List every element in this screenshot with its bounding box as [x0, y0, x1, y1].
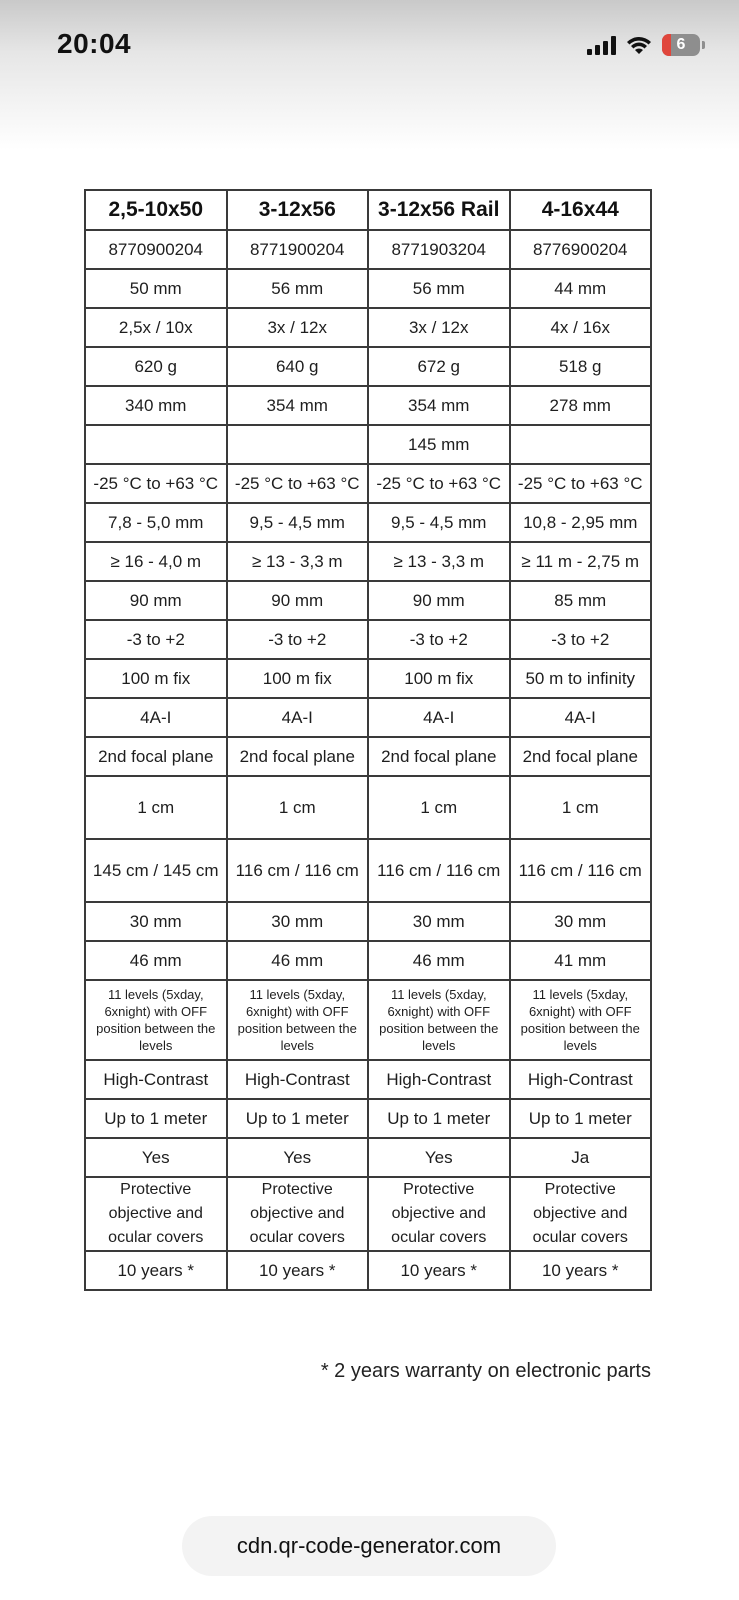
warranty-footnote: * 2 years warranty on electronic parts: [320, 1360, 651, 1382]
table-cell: 10 years *: [227, 1251, 369, 1290]
table-cell: 4A-I: [368, 698, 510, 737]
table-row: [85, 980, 651, 1060]
table-cell: [510, 425, 652, 464]
table-cell: -3 to +2: [368, 620, 510, 659]
table-cell: ≥ 11 m - 2,75 m: [510, 542, 652, 581]
table-cell: 354 mm: [227, 386, 369, 425]
table-cell: 9,5 - 4,5 mm: [368, 503, 510, 542]
table-cell: High-Contrast: [368, 1060, 510, 1099]
table-cell: ≥ 13 - 3,3 m: [368, 542, 510, 581]
cellular-signal-icon: [587, 35, 616, 55]
table-cell: -3 to +2: [227, 620, 369, 659]
table-cell: Yes: [227, 1138, 369, 1177]
table-cell: 30 mm: [85, 902, 227, 941]
table-row: [85, 839, 651, 902]
table-cell: 1 cm: [85, 776, 227, 839]
address-bar[interactable]: [182, 1516, 556, 1576]
table-row: [85, 230, 651, 269]
table-cell: 8770900204: [85, 230, 227, 269]
table-row: [85, 1060, 651, 1099]
table-cell: 11 levels (5xday, 6xnight) with OFF position between the levels: [85, 980, 227, 1060]
table-cell: 2nd focal plane: [85, 737, 227, 776]
table-cell: 8771903204: [368, 230, 510, 269]
table-cell: 116 cm / 116 cm: [227, 839, 369, 902]
table-cell: 2nd focal plane: [227, 737, 369, 776]
table-cell: Up to 1 meter: [227, 1099, 369, 1138]
battery-cap: [702, 41, 705, 49]
table-cell: 116 cm / 116 cm: [510, 839, 652, 902]
table-cell: 46 mm: [227, 941, 369, 980]
table-cell: 56 mm: [368, 269, 510, 308]
table-cell: -25 °C to +63 °C: [85, 464, 227, 503]
table-cell: Ja: [510, 1138, 652, 1177]
table-cell: 278 mm: [510, 386, 652, 425]
table-cell: 90 mm: [227, 581, 369, 620]
table-row: [85, 542, 651, 581]
table-cell: 8776900204: [510, 230, 652, 269]
table-cell: 518 g: [510, 347, 652, 386]
battery-level: 6: [676, 36, 686, 53]
column-header: 3-12x56: [227, 190, 369, 230]
table-cell: [227, 425, 369, 464]
table-cell: Protective objective and ocular covers: [368, 1177, 510, 1251]
battery-icon: [662, 34, 700, 56]
table-cell: Up to 1 meter: [85, 1099, 227, 1138]
table-cell: 50 m to infinity: [510, 659, 652, 698]
table-cell: 10 years *: [510, 1251, 652, 1290]
table-row: [85, 1138, 651, 1177]
wifi-icon: [626, 35, 652, 55]
table-cell: 672 g: [368, 347, 510, 386]
table-cell: 100 m fix: [227, 659, 369, 698]
column-header: 4-16x44: [510, 190, 652, 230]
table-cell: ≥ 13 - 3,3 m: [227, 542, 369, 581]
table-row: [85, 386, 651, 425]
table-cell: Up to 1 meter: [510, 1099, 652, 1138]
table-cell: 10,8 - 2,95 mm: [510, 503, 652, 542]
table-row: [85, 1177, 651, 1251]
spec-table-header: [85, 190, 651, 230]
table-cell: 11 levels (5xday, 6xnight) with OFF position between the levels: [510, 980, 652, 1060]
status-time: 20:04: [57, 28, 132, 59]
table-cell: -25 °C to +63 °C: [510, 464, 652, 503]
table-cell: 340 mm: [85, 386, 227, 425]
table-cell: 11 levels (5xday, 6xnight) with OFF position between the levels: [227, 980, 369, 1060]
table-cell: 46 mm: [85, 941, 227, 980]
table-cell: 4A-I: [227, 698, 369, 737]
table-cell: 9,5 - 4,5 mm: [227, 503, 369, 542]
table-row: [85, 776, 651, 839]
table-cell: 4A-I: [85, 698, 227, 737]
table-cell: [85, 425, 227, 464]
table-cell: -3 to +2: [510, 620, 652, 659]
table-cell: 44 mm: [510, 269, 652, 308]
table-cell: Yes: [368, 1138, 510, 1177]
table-cell: 116 cm / 116 cm: [368, 839, 510, 902]
table-cell: 4x / 16x: [510, 308, 652, 347]
address-url: cdn.qr-code-generator.com: [236, 1533, 502, 1558]
table-cell: -3 to +2: [85, 620, 227, 659]
table-row: [85, 425, 651, 464]
table-cell: 354 mm: [368, 386, 510, 425]
table-row: [85, 737, 651, 776]
table-cell: 30 mm: [510, 902, 652, 941]
table-row: [85, 902, 651, 941]
table-cell: 30 mm: [227, 902, 369, 941]
table-cell: 4A-I: [510, 698, 652, 737]
table-cell: 3x / 12x: [227, 308, 369, 347]
table-cell: 50 mm: [85, 269, 227, 308]
table-row: [85, 347, 651, 386]
table-cell: High-Contrast: [85, 1060, 227, 1099]
table-cell: 640 g: [227, 347, 369, 386]
table-cell: 100 m fix: [368, 659, 510, 698]
table-cell: 90 mm: [85, 581, 227, 620]
table-cell: 3x / 12x: [368, 308, 510, 347]
table-row: [85, 269, 651, 308]
table-cell: ≥ 16 - 4,0 m: [85, 542, 227, 581]
table-cell: Protective objective and ocular covers: [227, 1177, 369, 1251]
table-cell: 11 levels (5xday, 6xnight) with OFF position between the levels: [368, 980, 510, 1060]
table-cell: Protective objective and ocular covers: [85, 1177, 227, 1251]
table-cell: Up to 1 meter: [368, 1099, 510, 1138]
table-row: [85, 464, 651, 503]
table-cell: 1 cm: [510, 776, 652, 839]
table-cell: 90 mm: [368, 581, 510, 620]
table-cell: 41 mm: [510, 941, 652, 980]
table-row: [85, 941, 651, 980]
table-cell: 7,8 - 5,0 mm: [85, 503, 227, 542]
table-cell: 10 years *: [85, 1251, 227, 1290]
table-cell: 620 g: [85, 347, 227, 386]
table-row: [85, 308, 651, 347]
table-cell: 30 mm: [368, 902, 510, 941]
table-cell: 10 years *: [368, 1251, 510, 1290]
status-bar: [0, 0, 739, 150]
table-cell: 2nd focal plane: [368, 737, 510, 776]
column-header: 2,5-10x50: [85, 190, 227, 230]
spec-table: [84, 189, 652, 1291]
table-cell: 85 mm: [510, 581, 652, 620]
table-cell: -25 °C to +63 °C: [368, 464, 510, 503]
table-row: [85, 659, 651, 698]
table-cell: High-Contrast: [227, 1060, 369, 1099]
table-cell: 56 mm: [227, 269, 369, 308]
table-cell: 100 m fix: [85, 659, 227, 698]
table-cell: Protective objective and ocular covers: [510, 1177, 652, 1251]
spec-table-body: [85, 230, 651, 1290]
table-row: [85, 620, 651, 659]
table-row: [85, 698, 651, 737]
table-cell: 46 mm: [368, 941, 510, 980]
table-row: [85, 581, 651, 620]
header-row: [85, 190, 651, 230]
table-cell: 8771900204: [227, 230, 369, 269]
table-row: [85, 1099, 651, 1138]
table-cell: -25 °C to +63 °C: [227, 464, 369, 503]
table-cell: 2,5x / 10x: [85, 308, 227, 347]
table-cell: 145 cm / 145 cm: [85, 839, 227, 902]
table-cell: 1 cm: [368, 776, 510, 839]
table-cell: Yes: [85, 1138, 227, 1177]
table-cell: 1 cm: [227, 776, 369, 839]
table-cell: 2nd focal plane: [510, 737, 652, 776]
status-icons: [587, 34, 705, 56]
table-row: [85, 503, 651, 542]
column-header: 3-12x56 Rail: [368, 190, 510, 230]
table-cell: 145 mm: [368, 425, 510, 464]
table-row: [85, 1251, 651, 1290]
table-cell: High-Contrast: [510, 1060, 652, 1099]
